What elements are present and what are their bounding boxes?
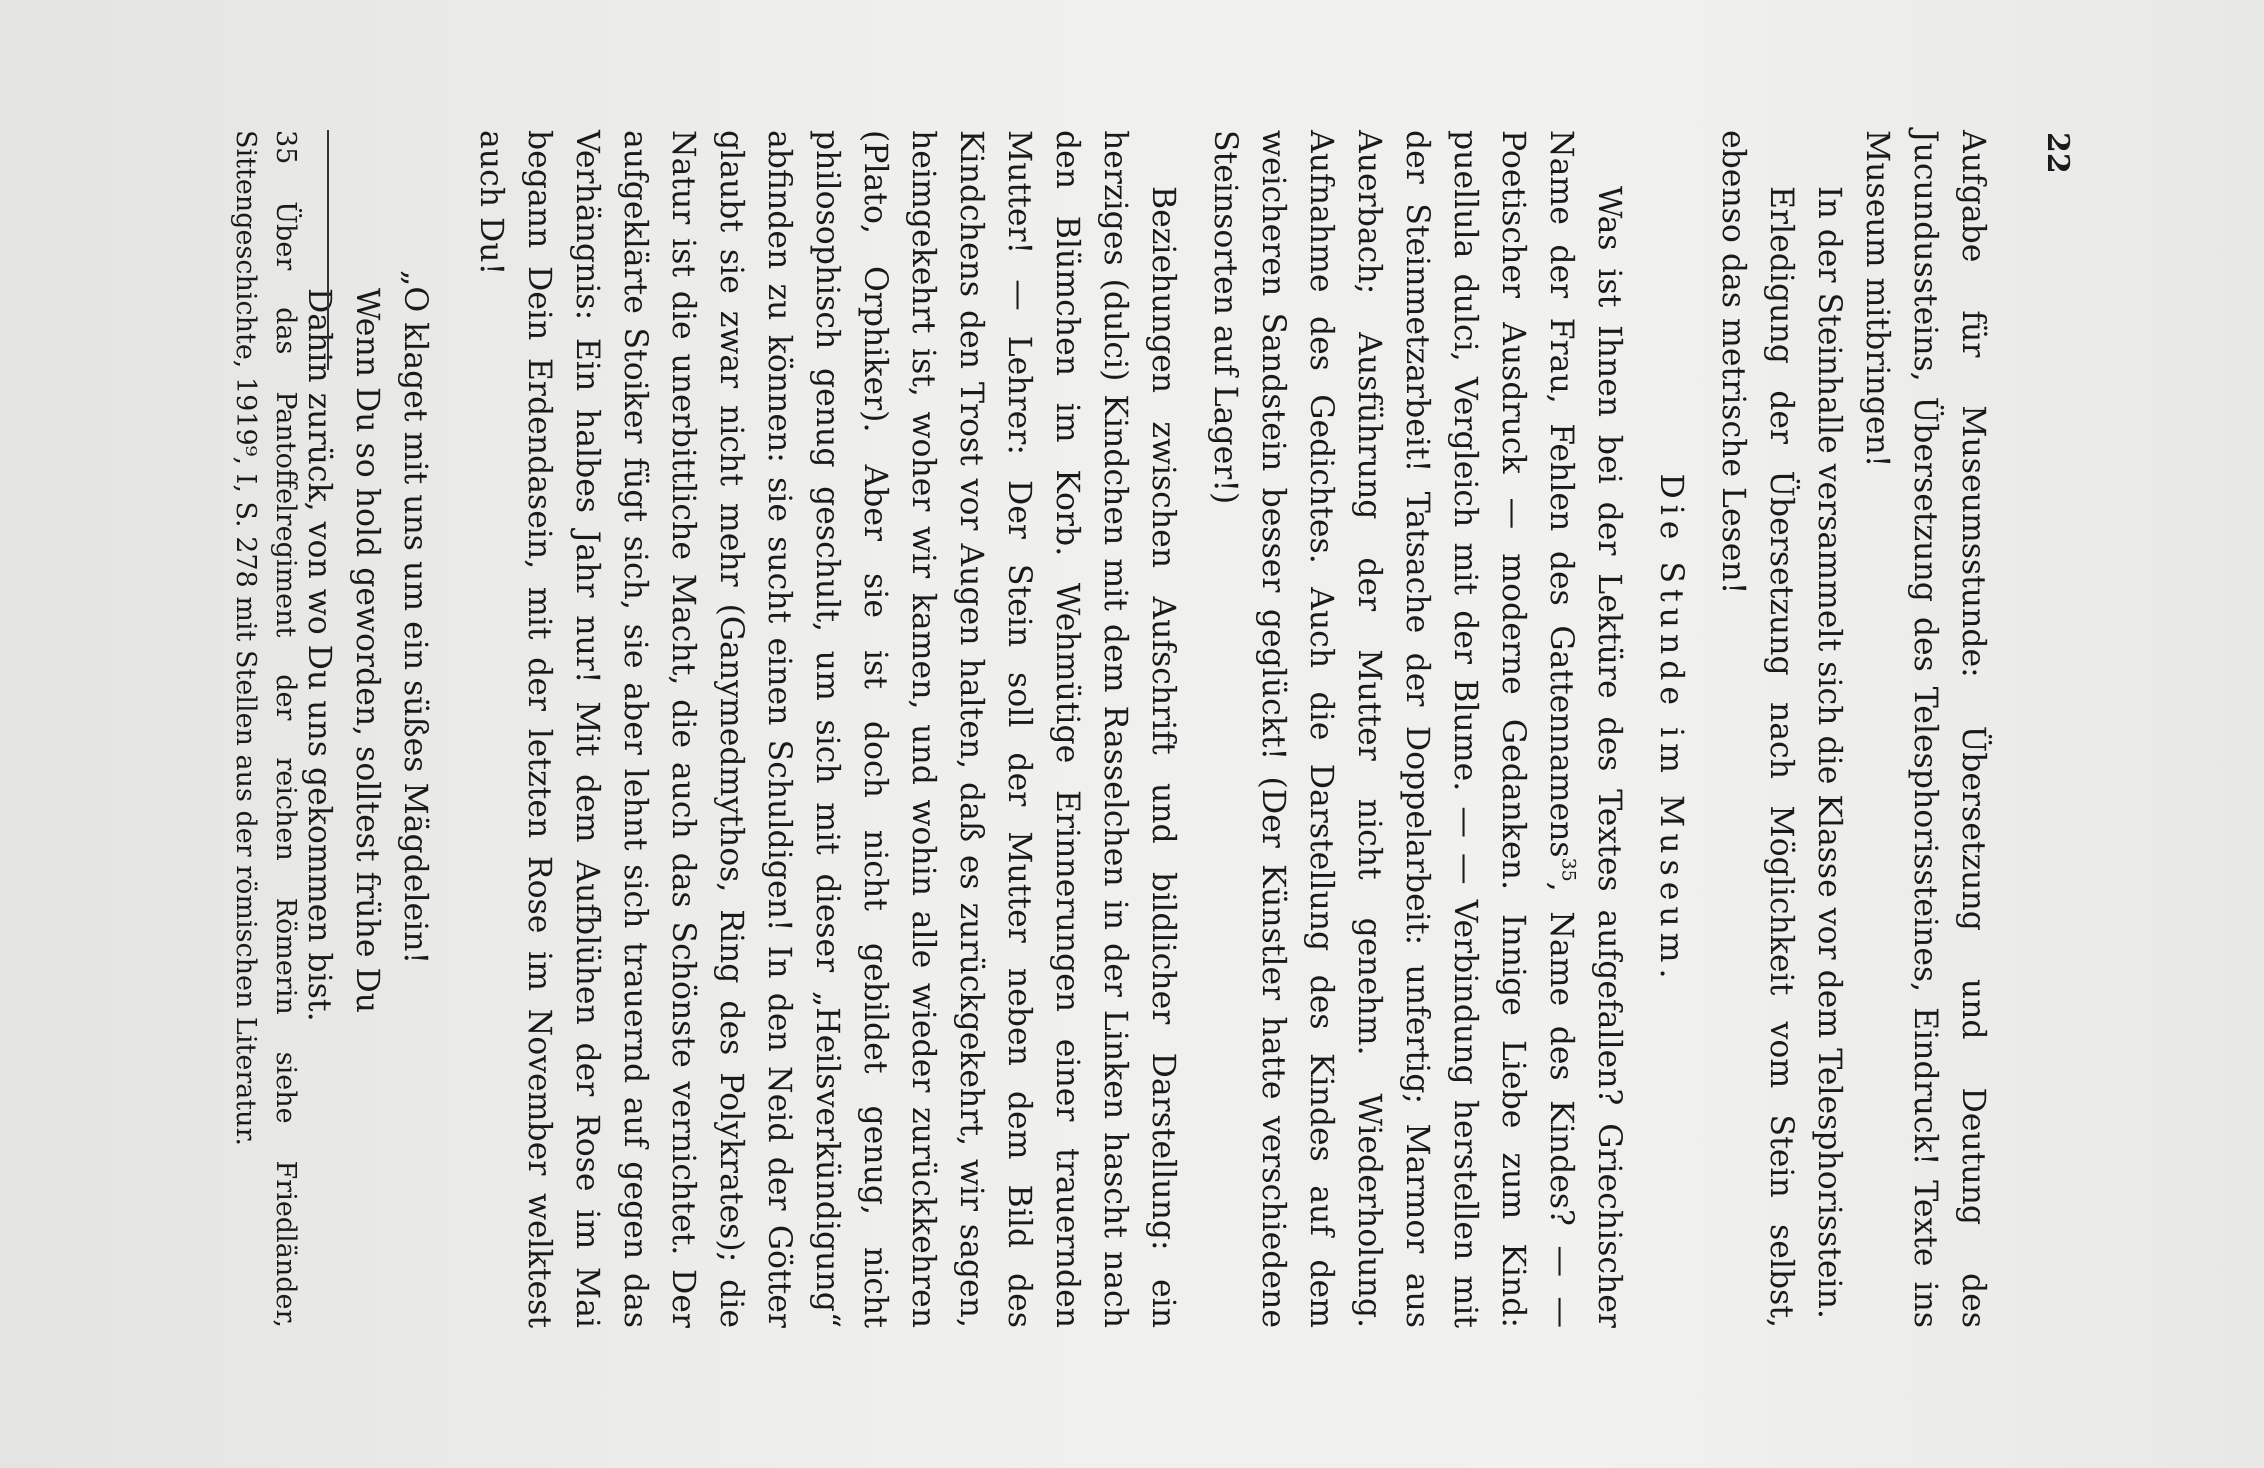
verse-line-2: Wenn Du so hold geworden, solltest frühe Du bbox=[349, 288, 385, 1014]
paragraph-lektuere bbox=[1201, 130, 1633, 1328]
verse-line-3: Dahin zurück, von wo Du uns gekommen bist. bbox=[301, 288, 337, 1022]
verse-quote bbox=[295, 130, 439, 1328]
footnote: 35 Über das Pantoffelregiment der reichen Römerin siehe Friedländer, Sittengeschichte, 1919⁹, I, S. 278 mit Stellen aus der römischen Literatur. bbox=[230, 130, 301, 1328]
book-page bbox=[97, 70, 2167, 1398]
paragraph-beziehungen: Beziehungen zwischen Aufschrift und bildlicher Darstellung: ein herziges (dulci) Kindchen mit dem Rasselchen in der Linken hascht nach den Blümchen im Korb. Wehmütige Erinnerungen einer trauernden Mutter! — Lehrer: Der Stein soll der Mutter neben dem Bild des Kindchens den Trost vor Augen halten, daß es zurückgekehrt, wir sagen, heimgekehrt ist, woher wir kamen, und wohin alle wieder zurückkehren (Plato, Orphiker). Aber sie ist doch nicht gebildet genug, nicht philosophisch genug geschult, um sich mit dieser „Heilsverkündigung“ abfinden zu können: sie sucht einen Schuldigen! In den Neid der Götter glaubt sie zwar nicht mehr (Ganymedmythos, Ring des Polykrates); die Natur ist die unerbittliche Macht, die auch das Schönste vernichtet. Der aufgeklärte Stoiker fügt sich, sie aber lehnt sich trauernd auf gegen das Verhängnis: Ein halbes Jahr nur! Mit dem Aufblühen der Rose im Mai begann Dein Erdendasein, mit der letzten Rose im November welktest auch Du! bbox=[473, 130, 1181, 1328]
paragraph-lektuere-part1: Was ist Ihnen bei der Lektüre des Textes aufgefallen? Griechischer Name der Frau, Fehlen des Gattennamens bbox=[1543, 130, 1627, 1328]
verse-line-1: „O klaget mit uns um ein süßes Mägdelein! bbox=[397, 270, 433, 965]
footnote-reference[interactable]: 35 bbox=[1557, 857, 1580, 882]
footnote-divider bbox=[327, 130, 329, 370]
body-text bbox=[295, 130, 1997, 1328]
paragraph-lektuere-part2: , Name des Kindes? — — Poetischer Ausdruck — moderne Gedanken. Innige Liebe zum Kind: puellula dulci, Vergleich mit der Blume. — — Verbindung herstellen mit der Steinmetzarbeit! Tatsache der Doppelarbeit: unfertig; Marmor aus Auerbach; Ausführung der Mutter nicht genehm. Wiederholung. Aufnahme des Gedichtes. Auch die Darstellung des Kindes auf dem weicheren Sandstein besser geglückt! (Der Künstler hatte verschiedene Steinsorten auf Lager!) bbox=[1207, 130, 1579, 1328]
section-heading: Die Stunde im Museum. bbox=[1653, 473, 1689, 985]
page-number: 22 bbox=[2040, 132, 2075, 174]
paragraph-steinhalle: In der Steinhalle versammelt sich die Klasse vor dem Telesphorisstein. bbox=[1811, 186, 1847, 1319]
paragraph-erledigung: Erledigung der Übersetzung nach Möglichkeit vom Stein selbst, ebenso das metrische Lesen! bbox=[1715, 130, 1799, 1328]
paragraph-museum-task: Aufgabe für Museumsstunde: Übersetzung und Deutung des Jucundussteins, Übersetzung des Telesphorissteines, Eindruck! Texte ins Museum mitbringen! bbox=[1859, 130, 1991, 1328]
